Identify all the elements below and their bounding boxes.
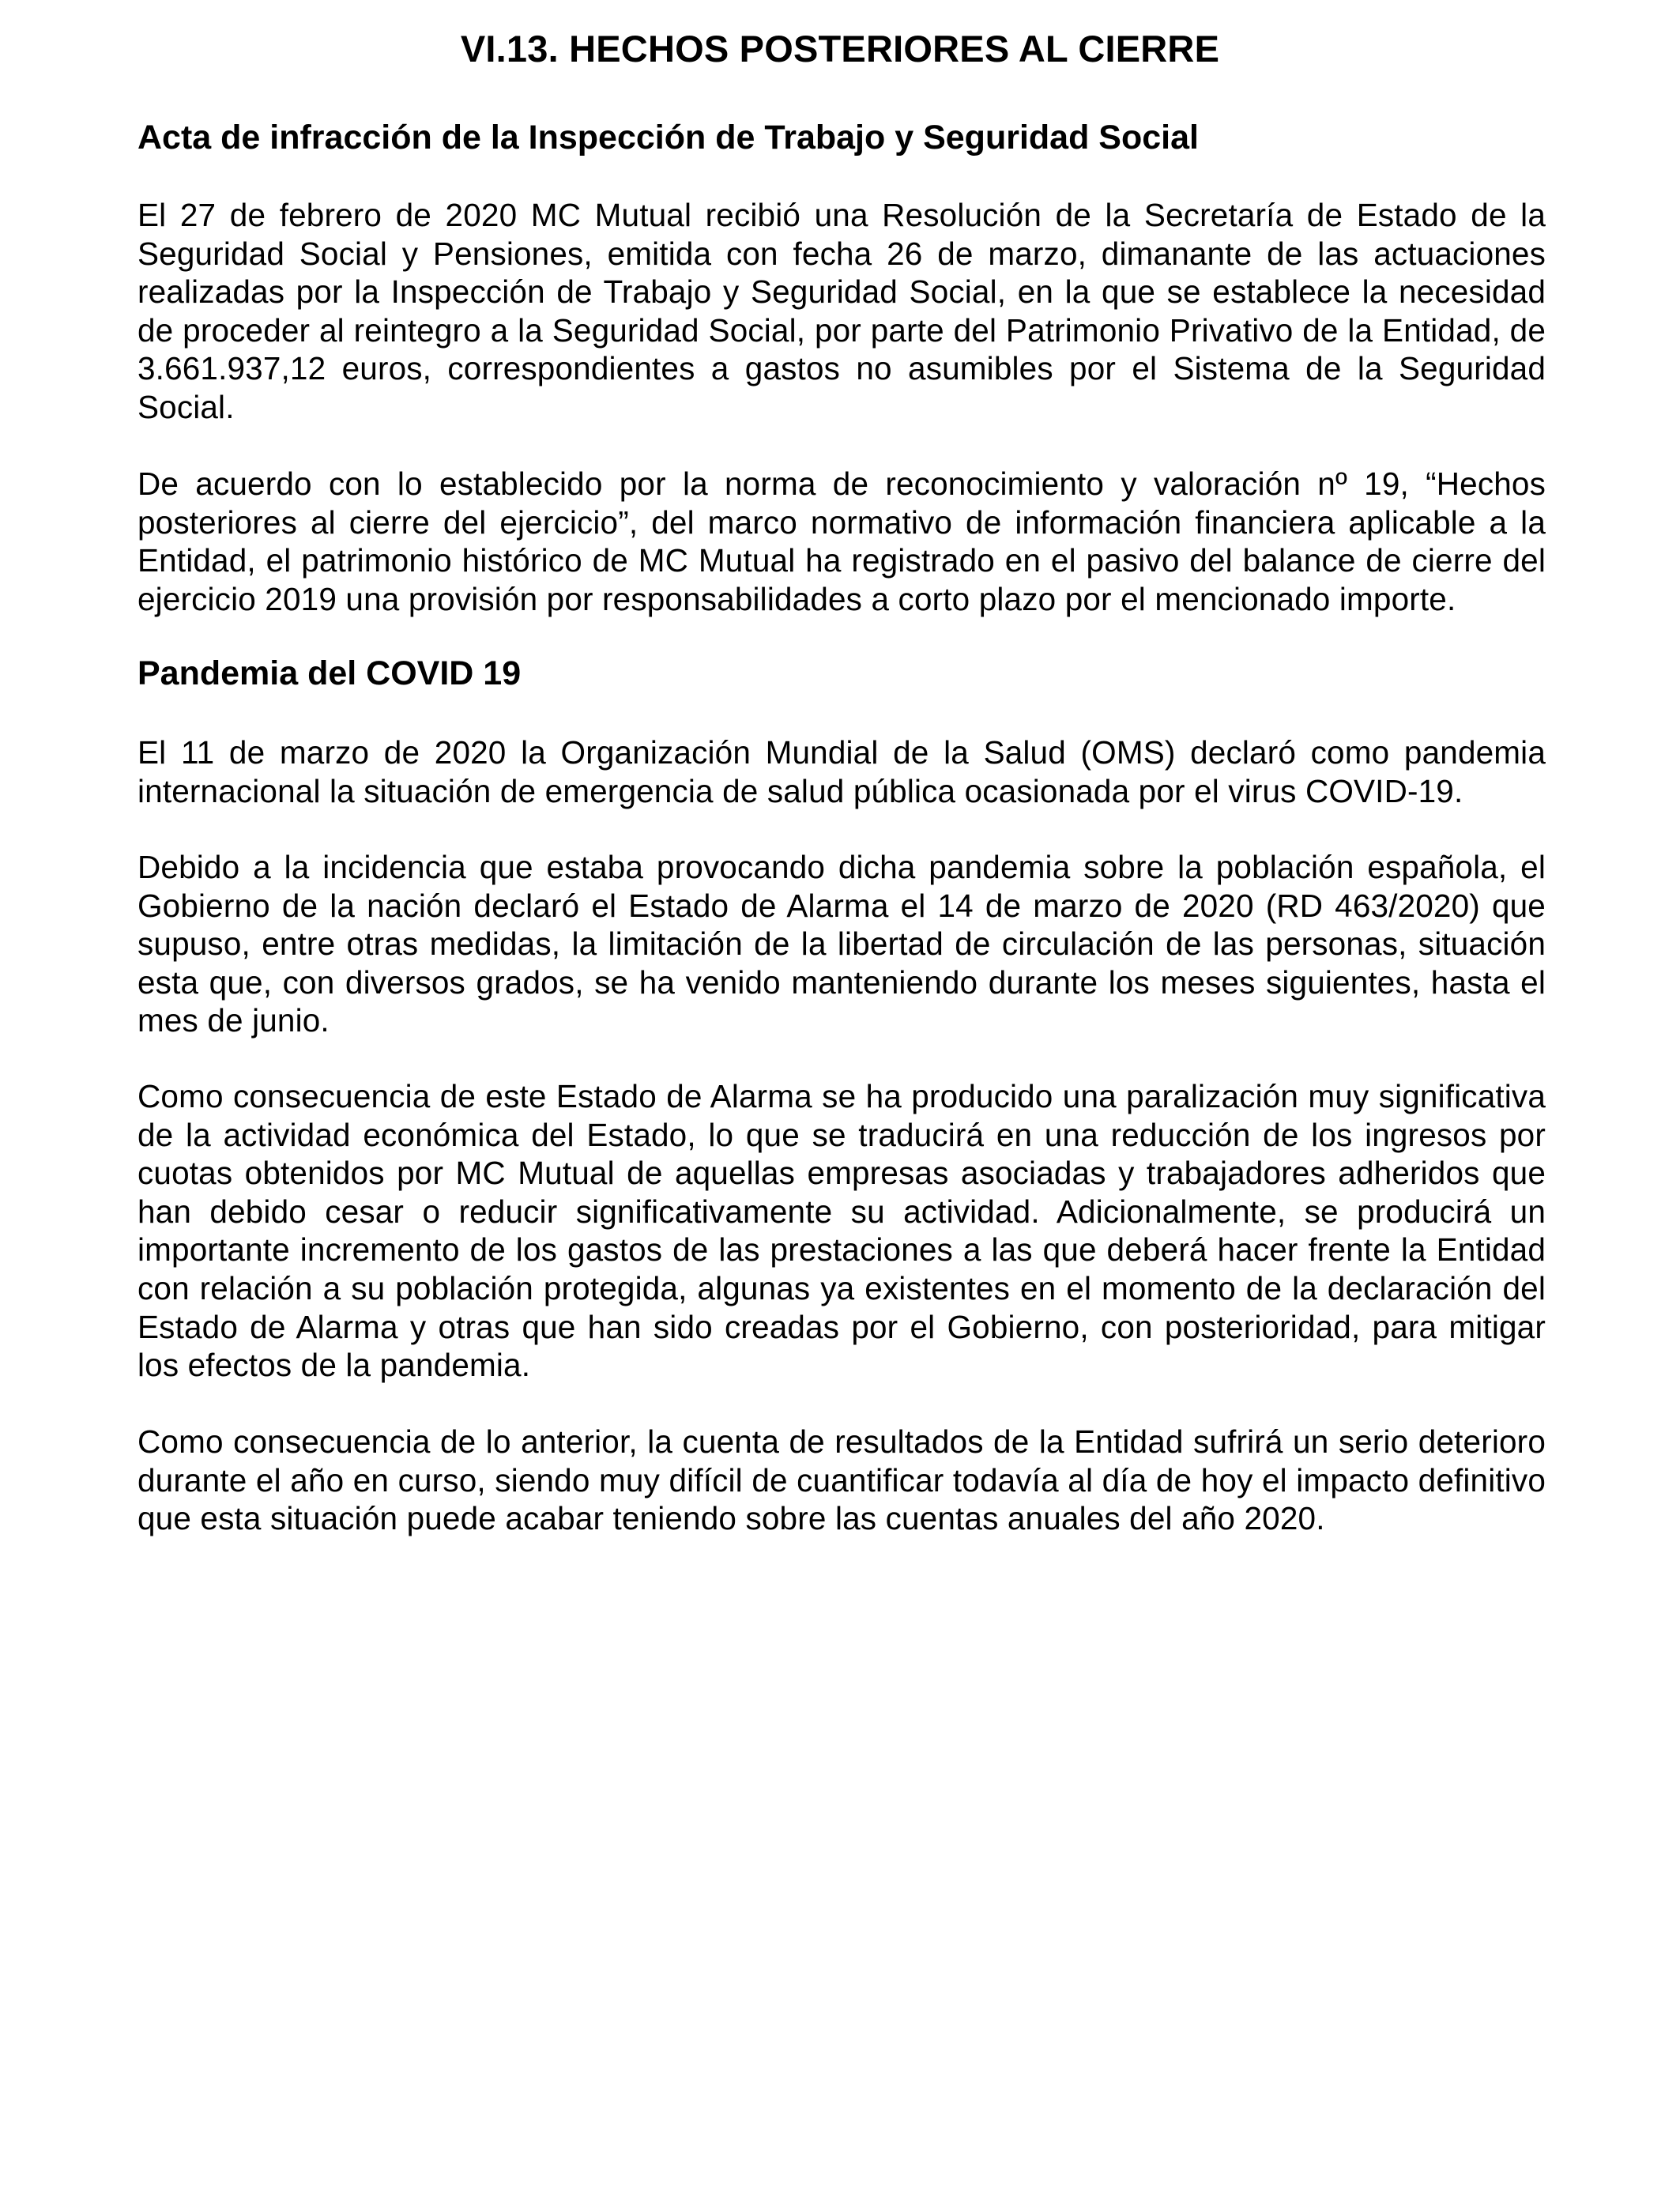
paragraph-text: De acuerdo con lo establecido por la norma de reconocimiento y valoración nº 19, “Hechos posteriores al cierre del ejercicio”, del marco normativo de información financiera aplicable a la Entidad, el patrimonio histórico de MC Mutual ha registrado en el pasivo del balance de cierre del ejercicio 2019 una provisión por responsabilidades a corto plazo por el mencionado importe. (137, 466, 1546, 617)
section-heading: Acta de infracción de la Inspección de Trabajo y Seguridad Social (137, 119, 1199, 156)
paragraph-text: Como consecuencia de este Estado de Alarma se ha producido una paralización muy significativa de la actividad económica del Estado, lo que se traducirá en una reducción de los ingresos por cuotas obtenidos por MC Mutual de aquellas empresas asociadas y trabajadores adheridos que han debido cesar o reducir significativamente su actividad. Adicionalmente, se producirá un importante incremento de los gastos de las prestaciones a las que deberá hacer frente la Entidad con relación a su población protegida, algunas ya existentes en el momento de la declaración del Estado de Alarma y otras que han sido creadas por el Gobierno, con posterioridad, para mitigar los efectos de la pandemia. (137, 1078, 1546, 1384)
page-title: VI.13. HECHOS POSTERIORES AL CIERRE (460, 28, 1220, 70)
section-pandemia-covid (137, 651, 1546, 696)
paragraph-text: El 27 de febrero de 2020 MC Mutual recibió una Resolución de la Secretaría de Estado de la Seguridad Social y Pensiones, emitida con fecha 26 de marzo, dimanante de las actuaciones realizadas por la Inspección de Trabajo y Seguridad Social, en la que se establece la necesidad de proceder al reintegro a la Seguridad Social, por parte del Patrimonio Privativo de la Entidad, de 3.661.937,12 euros, correspondientes a gastos no asumibles por el Sistema de la Seguridad Social. (137, 197, 1546, 425)
paragraph-text: El 11 de marzo de 2020 la Organización Mundial de la Salud (OMS) declaró como pandemia internacional la situación de emergencia de salud pública ocasionada por el virus COVID-19. (137, 734, 1546, 809)
section-acta-infraccion (137, 115, 1546, 160)
paragraph (137, 848, 1546, 1040)
paragraph (137, 733, 1546, 810)
paragraph (137, 1423, 1546, 1538)
paragraph (137, 196, 1546, 427)
paragraph-text: Debido a la incidencia que estaba provocando dicha pandemia sobre la población española, el Gobierno de la nación declaró el Estado de Alarma el 14 de marzo de 2020 (RD 463/2020) que supuso, entre otras medidas, la limitación de la libertad de circulación de las personas, situación esta que, con diversos grados, se ha venido manteniendo durante los meses siguientes, hasta el mes de junio. (137, 849, 1546, 1039)
paragraph (137, 1077, 1546, 1385)
paragraph-text: Como consecuencia de lo anterior, la cuenta de resultados de la Entidad sufrirá un serio deterioro durante el año en curso, siendo muy difícil de cuantificar todavía al día de hoy el impacto definitivo que esta situación puede acabar teniendo sobre las cuentas anuales del año 2020. (137, 1423, 1546, 1537)
paragraph (137, 465, 1546, 618)
section-heading: Pandemia del COVID 19 (137, 654, 522, 692)
